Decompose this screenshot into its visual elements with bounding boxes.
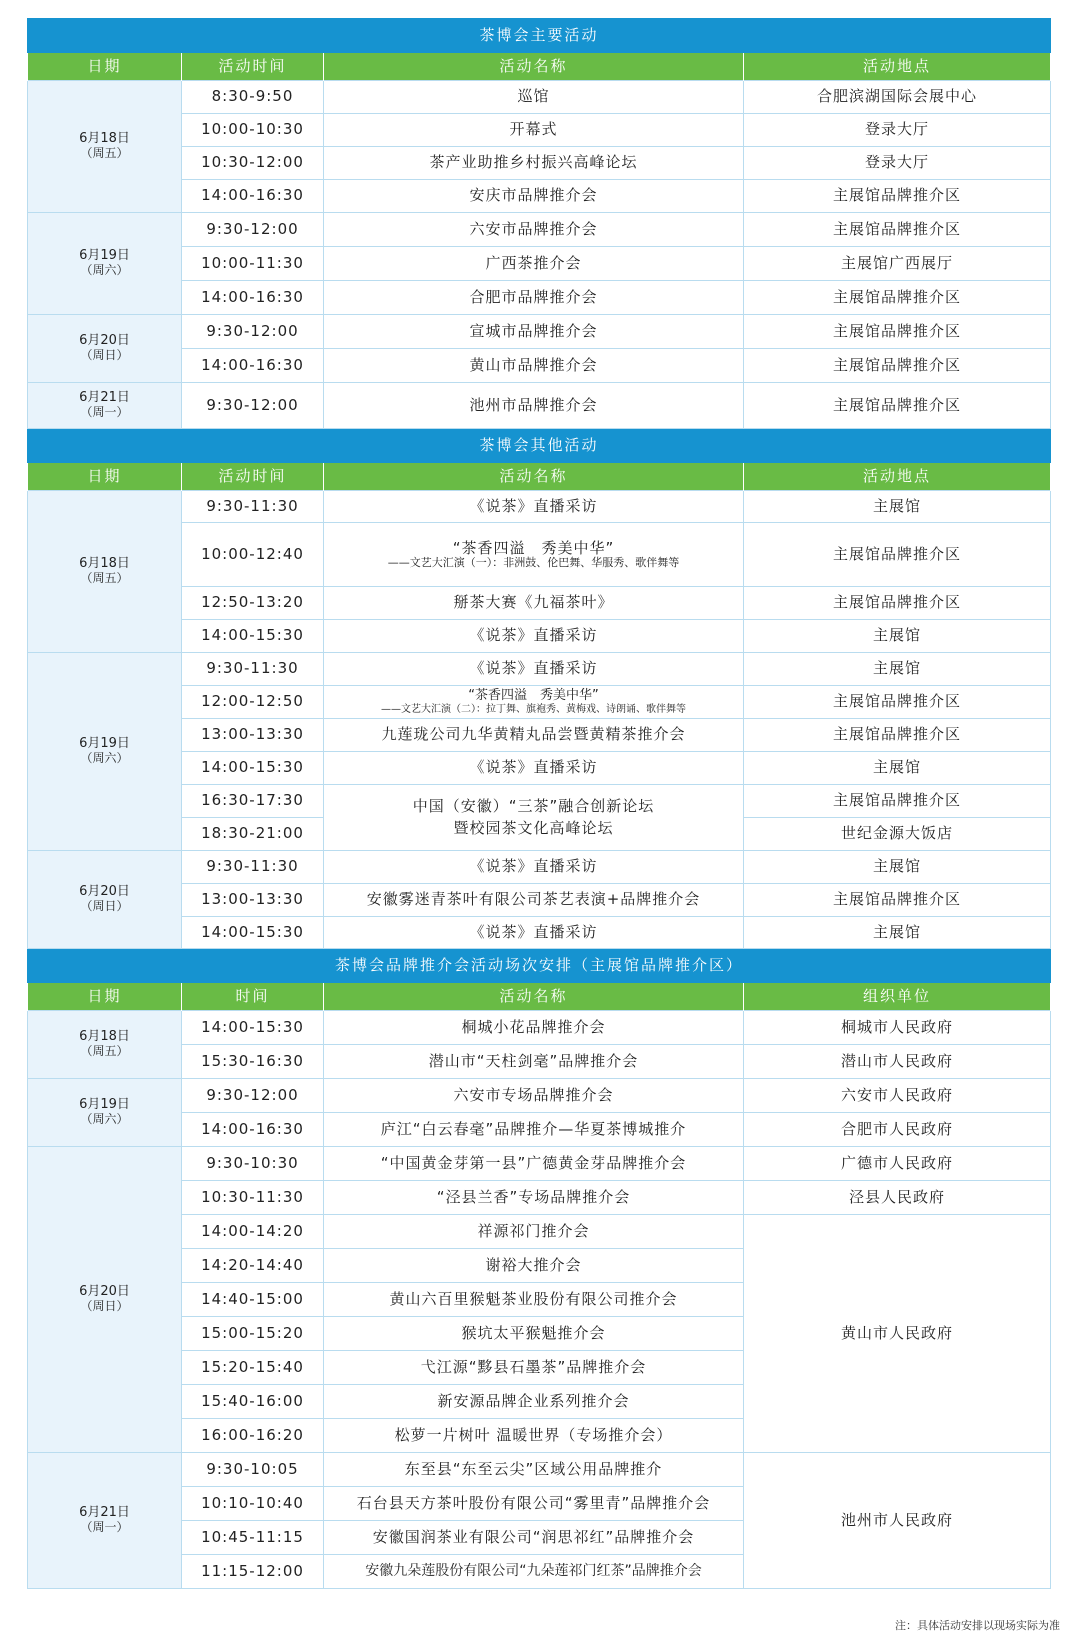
table-row — [28, 315, 1051, 349]
table-row — [28, 1011, 1051, 1045]
time-cell: 10:00-12:40 — [182, 523, 324, 587]
time-cell: 13:00-13:30 — [182, 884, 324, 917]
activity-cell: 池州市品牌推介会 — [324, 383, 744, 429]
section1-header-name: 活动名称 — [324, 53, 744, 81]
org-cell: 泾县人民政府 — [744, 1181, 1051, 1215]
place-cell: 主展馆 — [744, 917, 1051, 949]
place-cell: 主展馆品牌推介区 — [744, 213, 1051, 247]
date-label: 6月20日 — [79, 884, 130, 900]
activity-subtitle: ——文艺大汇演（一）：非洲鼓、伦巴舞、华服秀、歌伴舞等 — [387, 555, 680, 569]
time-cell: 15:40-16:00 — [182, 1385, 324, 1419]
activity-cell: 安庆市品牌推介会 — [324, 180, 744, 213]
section2-header-name: 活动名称 — [324, 463, 744, 491]
place-cell: 主展馆 — [744, 653, 1051, 686]
place-cell: 主展馆品牌推介区 — [744, 349, 1051, 383]
place-cell: 主展馆 — [744, 491, 1051, 523]
org-cell: 桐城市人民政府 — [744, 1011, 1051, 1045]
table-row — [28, 1453, 1051, 1487]
activity-cell: “中国黄金芽第一县”广德黄金芽品牌推介会 — [324, 1147, 744, 1181]
org-cell: 广德市人民政府 — [744, 1147, 1051, 1181]
table-row — [28, 884, 1051, 917]
activity-title: “茶香四溢 秀美中华” — [468, 687, 599, 703]
place-cell: 主展馆品牌推介区 — [744, 884, 1051, 917]
activity-cell: 宣城市品牌推介会 — [324, 315, 744, 349]
schedule-sheet — [27, 18, 1050, 1589]
place-cell: 世纪金源大饭店 — [744, 818, 1051, 851]
time-cell: 16:00-16:20 — [182, 1419, 324, 1453]
weekday-label: （周五） — [80, 1044, 129, 1059]
activity-cell: 祥源祁门推介会 — [324, 1215, 744, 1249]
place-cell: 主展馆 — [744, 620, 1051, 653]
date-label: 6月19日 — [79, 248, 130, 264]
time-cell: 10:45-11:15 — [182, 1521, 324, 1555]
date-cell — [28, 851, 182, 949]
table-row — [28, 81, 1051, 114]
activity-title-line2: 暨校园茶文化高峰论坛 — [453, 818, 614, 837]
activity-cell: 九莲珑公司九华黄精丸品尝暨黄精茶推介会 — [324, 719, 744, 752]
table-row — [28, 180, 1051, 213]
place-cell: 主展馆品牌推介区 — [744, 180, 1051, 213]
time-cell: 10:00-10:30 — [182, 114, 324, 147]
table-row — [28, 281, 1051, 315]
table-row — [28, 851, 1051, 884]
activity-cell: 《说茶》直播采访 — [324, 851, 744, 884]
activity-cell: “泾县兰香”专场品牌推介会 — [324, 1181, 744, 1215]
weekday-label: （周五） — [80, 571, 129, 586]
date-label: 6月18日 — [79, 1029, 130, 1045]
activity-cell: 庐江“白云春毫”品牌推介—华夏茶博城推介 — [324, 1113, 744, 1147]
activity-cell: 安徽国润茶业有限公司“润思祁红”品牌推介会 — [324, 1521, 744, 1555]
section3-title: 茶博会品牌推介会活动场次安排（主展馆品牌推介区） — [28, 949, 1051, 983]
time-cell: 12:00-12:50 — [182, 686, 324, 719]
date-label: 6月20日 — [79, 333, 130, 349]
weekday-label: （周日） — [80, 348, 129, 363]
date-label: 6月21日 — [79, 390, 130, 406]
date-label: 6月19日 — [79, 1097, 130, 1113]
time-cell: 15:20-15:40 — [182, 1351, 324, 1385]
activity-title: “茶香四溢 秀美中华” — [452, 538, 615, 557]
time-cell: 14:00-15:30 — [182, 620, 324, 653]
weekday-label: （周六） — [80, 751, 129, 766]
place-cell: 主展馆品牌推介区 — [744, 523, 1051, 587]
place-cell: 主展馆品牌推介区 — [744, 281, 1051, 315]
activity-cell: 东至县“东至云尖”区域公用品牌推介 — [324, 1453, 744, 1487]
section2-title: 茶博会其他活动 — [28, 429, 1051, 463]
table-row — [28, 686, 1051, 719]
activity-cell: 潜山市“天柱剑毫”品牌推介会 — [324, 1045, 744, 1079]
place-cell: 主展馆广西展厅 — [744, 247, 1051, 281]
activity-cell: 茶产业助推乡村振兴高峰论坛 — [324, 147, 744, 180]
activity-cell: 新安源品牌企业系列推介会 — [324, 1385, 744, 1419]
time-cell: 14:00-15:30 — [182, 917, 324, 949]
activity-cell: 《说茶》直播采访 — [324, 620, 744, 653]
date-label: 6月18日 — [79, 556, 130, 572]
section2-header-time: 活动时间 — [182, 463, 324, 491]
activity-cell: 《说茶》直播采访 — [324, 917, 744, 949]
place-cell: 主展馆品牌推介区 — [744, 587, 1051, 620]
section1-header-date: 日期 — [28, 53, 182, 81]
section3-header-name: 活动名称 — [324, 983, 744, 1011]
time-cell: 16:30-17:30 — [182, 785, 324, 818]
place-cell: 登录大厅 — [744, 114, 1051, 147]
activity-cell: 安徽九朵莲股份有限公司“九朵莲祁门红茶”品牌推介会 — [324, 1555, 744, 1589]
place-cell: 主展馆品牌推介区 — [744, 785, 1051, 818]
date-cell — [28, 213, 182, 315]
place-cell: 登录大厅 — [744, 147, 1051, 180]
section2-header-date: 日期 — [28, 463, 182, 491]
table-row — [28, 114, 1051, 147]
activity-cell: 广西茶推介会 — [324, 247, 744, 281]
time-cell: 14:00-16:30 — [182, 1113, 324, 1147]
time-cell: 10:30-12:00 — [182, 147, 324, 180]
table-row — [28, 491, 1051, 523]
section2-header-place: 活动地点 — [744, 463, 1051, 491]
table-row — [28, 653, 1051, 686]
date-cell — [28, 81, 182, 213]
activity-cell: 《说茶》直播采访 — [324, 752, 744, 785]
time-cell: 14:00-16:30 — [182, 349, 324, 383]
activity-cell: 松萝一片树叶 温暖世界（专场推介会） — [324, 1419, 744, 1453]
weekday-label: （周日） — [80, 899, 129, 914]
place-cell: 主展馆品牌推介区 — [744, 383, 1051, 429]
time-cell: 14:20-14:40 — [182, 1249, 324, 1283]
date-label: 6月19日 — [79, 736, 130, 752]
time-cell: 9:30-11:30 — [182, 851, 324, 884]
time-cell: 18:30-21:00 — [182, 818, 324, 851]
time-cell: 11:15-12:00 — [182, 1555, 324, 1589]
time-cell: 9:30-12:00 — [182, 315, 324, 349]
section3-header-date: 日期 — [28, 983, 182, 1011]
section3-header-org: 组织单位 — [744, 983, 1051, 1011]
activity-cell: 黄山市品牌推介会 — [324, 349, 744, 383]
activity-cell: 石台县天方茶叶股份有限公司“雾里青”品牌推介会 — [324, 1487, 744, 1521]
place-cell: 主展馆品牌推介区 — [744, 719, 1051, 752]
activity-cell — [324, 523, 744, 587]
activity-cell: 安徽雾迷青茶叶有限公司茶艺表演+品牌推介会 — [324, 884, 744, 917]
activity-cell: 桐城小花品牌推介会 — [324, 1011, 744, 1045]
time-cell: 9:30-10:05 — [182, 1453, 324, 1487]
time-cell: 14:00-15:30 — [182, 752, 324, 785]
table-row — [28, 785, 1051, 818]
activity-cell — [324, 686, 744, 719]
schedule-table — [27, 18, 1051, 1589]
activity-cell: 黄山六百里猴魁茶业股份有限公司推介会 — [324, 1283, 744, 1317]
footnote: 注：具体活动安排以现场实际为准 — [895, 1619, 1060, 1632]
table-row — [28, 523, 1051, 587]
activity-cell: 弋江源“黟县石墨茶”品牌推介会 — [324, 1351, 744, 1385]
org-cell: 六安市人民政府 — [744, 1079, 1051, 1113]
time-cell: 15:00-15:20 — [182, 1317, 324, 1351]
table-row — [28, 1045, 1051, 1079]
table-row — [28, 349, 1051, 383]
section1-title: 茶博会主要活动 — [28, 19, 1051, 53]
date-cell — [28, 1011, 182, 1079]
place-cell: 主展馆 — [744, 752, 1051, 785]
activity-cell: 合肥市品牌推介会 — [324, 281, 744, 315]
table-row — [28, 147, 1051, 180]
table-row — [28, 247, 1051, 281]
activity-cell: 掰茶大赛《九福茶叶》 — [324, 587, 744, 620]
weekday-label: （周六） — [80, 263, 129, 278]
org-cell: 池州市人民政府 — [744, 1453, 1051, 1589]
table-row — [28, 1113, 1051, 1147]
date-label: 6月20日 — [79, 1284, 130, 1300]
time-cell: 12:50-13:20 — [182, 587, 324, 620]
table-row — [28, 917, 1051, 949]
place-cell: 主展馆品牌推介区 — [744, 686, 1051, 719]
section1-header-place: 活动地点 — [744, 53, 1051, 81]
activity-cell: 《说茶》直播采访 — [324, 653, 744, 686]
time-cell: 14:00-16:30 — [182, 180, 324, 213]
date-cell — [28, 1079, 182, 1147]
org-cell: 黄山市人民政府 — [744, 1215, 1051, 1453]
org-cell: 合肥市人民政府 — [744, 1113, 1051, 1147]
activity-cell: 猴坑太平猴魁推介会 — [324, 1317, 744, 1351]
activity-cell: 巡馆 — [324, 81, 744, 114]
place-cell: 合肥滨湖国际会展中心 — [744, 81, 1051, 114]
date-cell — [28, 491, 182, 653]
time-cell: 9:30-12:00 — [182, 383, 324, 429]
weekday-label: （周一） — [80, 1520, 129, 1535]
time-cell: 14:00-15:30 — [182, 1011, 324, 1045]
time-cell: 13:00-13:30 — [182, 719, 324, 752]
table-row — [28, 213, 1051, 247]
activity-cell: 六安市专场品牌推介会 — [324, 1079, 744, 1113]
table-row — [28, 383, 1051, 429]
activity-cell — [324, 785, 744, 851]
activity-cell: 谢裕大推介会 — [324, 1249, 744, 1283]
date-cell — [28, 315, 182, 383]
date-cell — [28, 1453, 182, 1589]
table-row — [28, 719, 1051, 752]
time-cell: 14:40-15:00 — [182, 1283, 324, 1317]
section3-header-time: 时间 — [182, 983, 324, 1011]
date-label: 6月18日 — [79, 131, 130, 147]
time-cell: 10:10-10:40 — [182, 1487, 324, 1521]
table-row — [28, 752, 1051, 785]
time-cell: 9:30-11:30 — [182, 491, 324, 523]
activity-title: 中国（安徽）“三茶”融合创新论坛 — [412, 797, 655, 816]
activity-cell: 六安市品牌推介会 — [324, 213, 744, 247]
date-cell — [28, 383, 182, 429]
date-cell — [28, 653, 182, 851]
weekday-label: （周六） — [80, 1112, 129, 1127]
time-cell: 8:30-9:50 — [182, 81, 324, 114]
table-row — [28, 1147, 1051, 1181]
org-cell: 潜山市人民政府 — [744, 1045, 1051, 1079]
table-row — [28, 620, 1051, 653]
time-cell: 10:00-11:30 — [182, 247, 324, 281]
activity-cell: 开幕式 — [324, 114, 744, 147]
table-row — [28, 1079, 1051, 1113]
table-row — [28, 1181, 1051, 1215]
time-cell: 14:00-16:30 — [182, 281, 324, 315]
weekday-label: （周五） — [80, 146, 129, 161]
activity-subtitle: ——文艺大汇演（二）：拉丁舞、旗袍秀、黄梅戏、诗朗诵、歌伴舞等 — [381, 703, 686, 715]
time-cell: 9:30-11:30 — [182, 653, 324, 686]
weekday-label: （周一） — [80, 405, 129, 420]
time-cell: 10:30-11:30 — [182, 1181, 324, 1215]
time-cell: 14:00-14:20 — [182, 1215, 324, 1249]
time-cell: 9:30-12:00 — [182, 213, 324, 247]
time-cell: 15:30-16:30 — [182, 1045, 324, 1079]
date-cell — [28, 1147, 182, 1453]
place-cell: 主展馆品牌推介区 — [744, 315, 1051, 349]
date-label: 6月21日 — [79, 1505, 130, 1521]
time-cell: 9:30-10:30 — [182, 1147, 324, 1181]
weekday-label: （周日） — [80, 1299, 129, 1314]
place-cell: 主展馆 — [744, 851, 1051, 884]
table-row — [28, 587, 1051, 620]
section1-header-time: 活动时间 — [182, 53, 324, 81]
time-cell: 9:30-12:00 — [182, 1079, 324, 1113]
activity-cell: 《说茶》直播采访 — [324, 491, 744, 523]
table-row — [28, 1215, 1051, 1249]
